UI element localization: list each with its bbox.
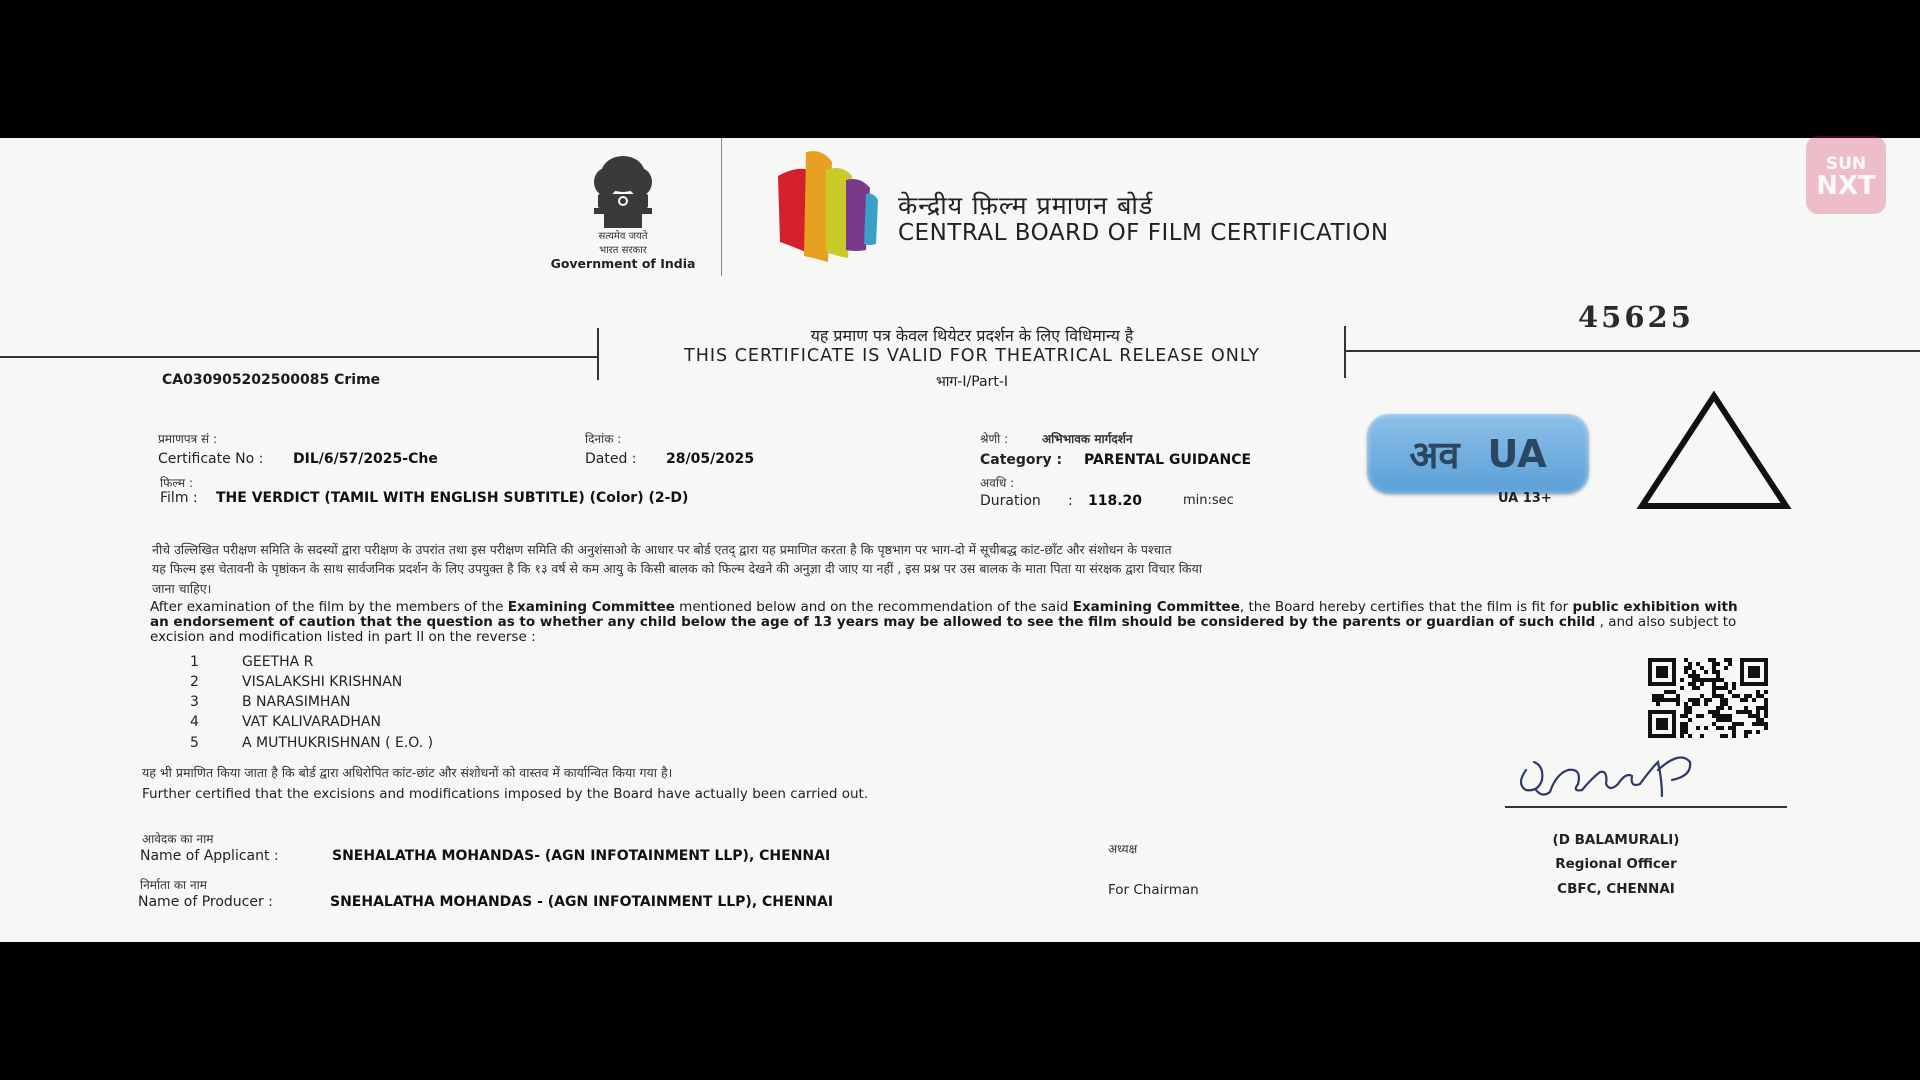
- body-hindi-line-1: नीचे उल्लिखित परीक्षण समिति के सदस्यों द्वारा परीक्षण के उपरांत तथा इस परीक्षण समिति की अनुशंसाओ के आधार पर बोर्ड एतद् द्वारा यह प्रमाणित करता है कि पृष्ठभाग पर भाग-दो में सूचीबद्ध कांट-छाँट और संशोधन के पश्चात: [152, 542, 1172, 557]
- government-of-india-label: Government of India: [550, 256, 696, 271]
- body-text-1: After examination of the film by the members of the: [150, 599, 508, 615]
- channel-watermark-logo: [1806, 136, 1886, 214]
- dated-label: Dated :: [585, 451, 637, 467]
- rule-right: [1344, 350, 1920, 352]
- body-hindi-line-2: यह फिल्म इस चेतावनी के पृष्ठांकन के साथ सार्वजनिक प्रदर्शन के लिए उपयुक्त है कि १३ वर्ष से कम आयु के किसी बालक को फिल्म देखने की अनुज्ञा दी जाए या नहीं , इस प्रश्न पर उस बालक के माता पिता या संरक्षक द्वारा विचार किया: [152, 561, 1203, 576]
- category-hindi-value: अभिभावक मार्गदर्शन: [1042, 432, 1133, 446]
- rule-right-tick: [1344, 326, 1346, 378]
- further-certified-english: Further certified that the excisions and modifications imposed by the Board have actually been carried out.: [142, 786, 869, 802]
- for-chairman-label: For Chairman: [1108, 882, 1199, 898]
- body-bold-2: Examining Committee: [1072, 599, 1240, 615]
- member-number: 1: [190, 654, 199, 670]
- ua-rating-badge: [1367, 414, 1589, 494]
- body-text-2: mentioned below and on the recommendation of the said: [674, 599, 1073, 615]
- part-label: भाग-I/Part-I: [935, 374, 1009, 390]
- film-hindi: फिल्म :: [160, 476, 194, 490]
- producer-label: Name of Producer :: [138, 894, 273, 910]
- board-name-hindi: केन्द्रीय फ़िल्म प्रमाणन बोर्ड: [898, 191, 1154, 220]
- chairman-hindi: अध्यक्ष: [1108, 842, 1138, 856]
- signatory-name: (D BALAMURALI): [1552, 832, 1680, 848]
- body-bold-1: Examining Committee: [507, 599, 675, 615]
- certificate-no-label: Certificate No :: [158, 451, 264, 467]
- film-label: Film :: [160, 490, 198, 506]
- national-emblem-icon: [578, 152, 668, 232]
- further-certified-hindi: यह भी प्रमाणित किया जाता है कि बोर्ड द्वारा अधिरोपित कांट-छांट और संशोधनों को वास्तव में कार्यान्वित किया गया है।: [142, 765, 673, 780]
- body-text-3: , the Board hereby certifies that the film is fit for: [1239, 599, 1573, 615]
- rating-hindi: अव: [1409, 433, 1460, 477]
- application-reference: CA030905202500085 Crime: [162, 372, 381, 388]
- signature-line: [1505, 806, 1787, 808]
- category-value: PARENTAL GUIDANCE: [1084, 452, 1252, 468]
- rating-age-note: UA 13+: [1498, 491, 1552, 506]
- watermark-line-1: SUN: [1825, 154, 1867, 174]
- category-hindi-label: श्रेणी :: [980, 432, 1009, 446]
- validity-hindi: यह प्रमाण पत्र केवल थियेटर प्रदर्शन के लिए विधिमान्य है: [810, 326, 1134, 345]
- emblem-motto: सत्यमेव जयते: [598, 231, 648, 242]
- body-hindi-line-3: जाना चाहिए।: [152, 581, 212, 596]
- member-number: 5: [190, 735, 199, 751]
- body-english: [150, 600, 1745, 645]
- duration-hindi: अवधि :: [980, 476, 1015, 490]
- certificate-no-hindi: प्रमाणपत्र सं :: [158, 432, 218, 446]
- member-number: 4: [190, 714, 199, 730]
- member-name: VISALAKSHI KRISHNAN: [242, 674, 403, 690]
- member-number: 2: [190, 674, 199, 690]
- duration-value: 118.20: [1088, 493, 1143, 509]
- applicant-hindi: आवेदक का नाम: [142, 832, 214, 846]
- triangle-symbol-icon: [1634, 388, 1794, 516]
- certificate: [0, 138, 1920, 942]
- board-name-english: CENTRAL BOARD OF FILM CERTIFICATION: [898, 220, 1389, 246]
- member-name: GEETHA R: [242, 654, 314, 670]
- body-text-4: , and also subject to excision and modification listed in part II on the reverse :: [150, 614, 1737, 645]
- validity-english: THIS CERTIFICATE IS VALID FOR THEATRICAL RELEASE ONLY: [684, 346, 1260, 366]
- member-name: A MUTHUKRISHNAN ( E.O. ): [242, 735, 434, 751]
- film-title: THE VERDICT (TAMIL WITH ENGLISH SUBTITLE) (Color) (2-D): [216, 490, 689, 506]
- signatory-office: CBFC, CHENNAI: [1557, 881, 1675, 897]
- body-bold-3: public exhibition with an endorsement of caution that the question as to whether any child below the age of 13 years may be allowed to see the film should be considered by the parents or guardian of such child: [150, 599, 1738, 630]
- applicant-value: SNEHALATHA MOHANDAS- (AGN INFOTAINMENT LLP), CHENNAI: [332, 848, 831, 864]
- producer-hindi: निर्माता का नाम: [140, 878, 207, 892]
- producer-value: SNEHALATHA MOHANDAS - (AGN INFOTAINMENT LLP), CHENNAI: [330, 894, 834, 910]
- dated-hindi: दिनांक :: [585, 432, 622, 446]
- cbfc-logo-icon: [770, 146, 882, 270]
- duration-label: Duration: [980, 493, 1041, 509]
- duration-colon: :: [1068, 493, 1073, 509]
- member-name: B NARASIMHAN: [242, 694, 351, 710]
- applicant-label: Name of Applicant :: [140, 848, 279, 864]
- member-number: 3: [190, 694, 199, 710]
- duration-unit: min:sec: [1183, 493, 1234, 508]
- certificate-no-value: DIL/6/57/2025-Che: [293, 451, 438, 467]
- emblem-gov-hindi: भारत सरकार: [599, 245, 647, 256]
- rating-english: UA: [1487, 432, 1547, 476]
- signatory-title: Regional Officer: [1555, 856, 1677, 872]
- watermark-line-2: NXT: [1816, 171, 1876, 201]
- header-divider: [721, 138, 722, 276]
- certificate-serial: 45625: [1578, 300, 1694, 334]
- rule-left-tick: [597, 328, 599, 380]
- signature-icon: [1512, 740, 1742, 810]
- rule-left: [0, 356, 598, 358]
- dated-value: 28/05/2025: [666, 451, 755, 467]
- member-name: VAT KALIVARADHAN: [242, 714, 381, 730]
- qr-code-icon: [1648, 658, 1768, 738]
- category-label: Category :: [980, 452, 1063, 468]
